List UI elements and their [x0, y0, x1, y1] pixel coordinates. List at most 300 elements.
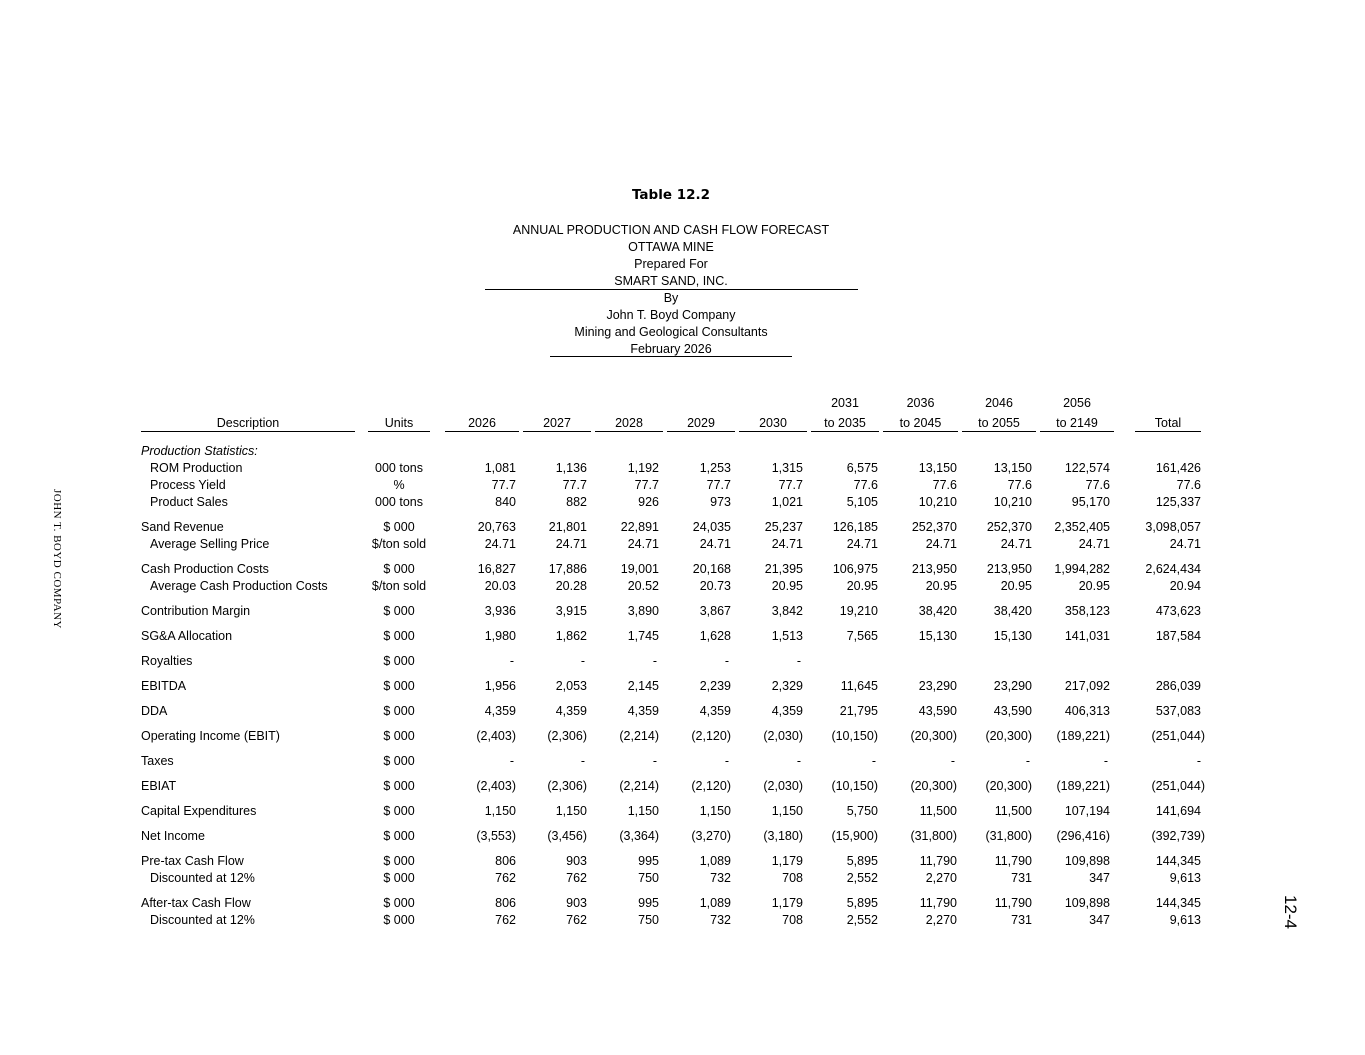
cell-value: 19,001 — [620, 562, 659, 576]
cell-value: 7,565 — [846, 629, 878, 643]
year-header-underline — [883, 431, 958, 432]
row-units: $ 000 — [383, 604, 415, 618]
row-label: Discounted at 12% — [150, 913, 255, 927]
side-company-label: JOHN T. BOYD COMPANY — [51, 489, 63, 629]
cell-value: 20.95 — [771, 579, 803, 593]
table-row — [0, 561, 1365, 577]
cell-value: (2,120) — [691, 729, 731, 743]
table-row — [0, 519, 1365, 535]
cell-value: 2,270 — [925, 913, 957, 927]
cell-value: 11,500 — [994, 804, 1032, 818]
cell-value: (3,180) — [763, 829, 803, 843]
year-header-underline — [811, 431, 879, 432]
cell-value: (3,270) — [691, 829, 731, 843]
total-value: 286,039 — [1155, 679, 1201, 693]
cell-value: (2,120) — [691, 779, 731, 793]
report-date: February 2026 — [630, 342, 712, 356]
cell-value: 1,192 — [627, 461, 659, 475]
cell-value: 2,352,405 — [1054, 520, 1110, 534]
row-units: $ 000 — [383, 729, 415, 743]
cell-value: 3,936 — [484, 604, 516, 618]
cell-value: 731 — [1011, 871, 1032, 885]
cell-value: (3,553) — [476, 829, 516, 843]
cell-value: 903 — [566, 896, 587, 910]
cell-value: 24.71 — [925, 537, 957, 551]
cell-value: - — [724, 654, 729, 668]
row-label: Net Income — [141, 829, 205, 843]
cell-value: 19,210 — [839, 604, 878, 618]
cell-value: 1,956 — [484, 679, 516, 693]
cell-value: 2,239 — [699, 679, 731, 693]
table-row — [0, 443, 1365, 459]
cell-value: 20.73 — [699, 579, 731, 593]
total-value: 9,613 — [1169, 913, 1201, 927]
cell-value: 4,359 — [771, 704, 803, 718]
mine-name: OTTAWA MINE — [628, 240, 714, 254]
prepared-for-label: Prepared For — [634, 257, 708, 271]
cell-value: 16,827 — [477, 562, 516, 576]
cell-value: (15,900) — [831, 829, 878, 843]
cell-value: (2,403) — [476, 729, 516, 743]
cell-value: (3,456) — [547, 829, 587, 843]
cell-value: 95,170 — [1071, 495, 1110, 509]
cell-value: 15,130 — [993, 629, 1032, 643]
cell-value: 406,313 — [1064, 704, 1110, 718]
cell-value: 2,552 — [846, 871, 878, 885]
table-row — [0, 803, 1365, 819]
total-value: (392,739) — [1151, 829, 1205, 843]
cell-value: 995 — [638, 854, 659, 868]
table-row — [0, 494, 1365, 510]
cell-value: 217,092 — [1064, 679, 1110, 693]
cell-value: 252,370 — [911, 520, 957, 534]
total-value: 20.94 — [1169, 579, 1201, 593]
table-row — [0, 628, 1365, 644]
cell-value: 2,270 — [925, 871, 957, 885]
cell-value: 1,150 — [771, 804, 803, 818]
cell-value: 43,590 — [993, 704, 1032, 718]
cell-value: 20.52 — [627, 579, 659, 593]
row-units: $ 000 — [383, 871, 415, 885]
cell-value: - — [796, 754, 801, 768]
row-units: 000 tons — [375, 495, 423, 509]
cell-value: 77.6 — [853, 478, 878, 492]
cell-value: 926 — [638, 495, 659, 509]
cell-value: (3,364) — [619, 829, 659, 843]
cell-value: 1,628 — [699, 629, 731, 643]
row-label: Average Cash Production Costs — [150, 579, 328, 593]
cell-value: 24.71 — [555, 537, 587, 551]
cell-value: 107,194 — [1064, 804, 1110, 818]
table-row — [0, 870, 1365, 886]
cell-value: (189,221) — [1056, 729, 1110, 743]
row-label: Production Statistics: — [141, 444, 258, 458]
row-units: $ 000 — [383, 854, 415, 868]
cell-value: 806 — [495, 896, 516, 910]
row-units: $ 000 — [383, 804, 415, 818]
units-header-underline — [368, 431, 430, 432]
row-label: After-tax Cash Flow — [141, 896, 251, 910]
total-value: 141,694 — [1155, 804, 1201, 818]
cell-value: 23,290 — [918, 679, 957, 693]
cell-value: - — [580, 754, 585, 768]
table-row — [0, 778, 1365, 794]
cell-value: 1,150 — [699, 804, 731, 818]
table-row — [0, 828, 1365, 844]
cell-value: 1,513 — [771, 629, 803, 643]
cell-value: 24.71 — [699, 537, 731, 551]
cell-value: 3,915 — [555, 604, 587, 618]
consultant-name: John T. Boyd Company — [606, 308, 736, 322]
date-underline — [550, 356, 792, 357]
cell-value: 106,975 — [832, 562, 878, 576]
table-row — [0, 678, 1365, 694]
cell-value: 358,123 — [1064, 604, 1110, 618]
cell-value: 77.7 — [778, 478, 803, 492]
client-underline — [485, 289, 858, 290]
cell-value: - — [509, 654, 514, 668]
cell-value: 1,315 — [771, 461, 803, 475]
cell-value: 4,359 — [555, 704, 587, 718]
description-header-underline — [141, 431, 355, 432]
cell-value: (2,306) — [547, 729, 587, 743]
table-row — [0, 603, 1365, 619]
cell-value: 1,745 — [627, 629, 659, 643]
cell-value: 21,395 — [764, 562, 803, 576]
total-value: - — [1196, 754, 1201, 768]
table-title: Table 12.2 — [631, 187, 711, 203]
column-header-year-top: 2036 — [906, 396, 935, 410]
cell-value: 213,950 — [911, 562, 957, 576]
cell-value: 77.6 — [932, 478, 957, 492]
cell-value: 708 — [782, 913, 803, 927]
row-label: Product Sales — [150, 495, 228, 509]
table-row — [0, 477, 1365, 493]
column-header-year: to 2035 — [824, 416, 866, 430]
consultant-description: Mining and Geological Consultants — [574, 325, 768, 339]
cell-value: 20.95 — [846, 579, 878, 593]
row-label: EBITDA — [141, 679, 187, 693]
report-heading: ANNUAL PRODUCTION AND CASH FLOW FORECAST — [512, 223, 830, 237]
cell-value: - — [950, 754, 955, 768]
column-header-year-top: 2056 — [1063, 396, 1091, 410]
row-units: $ 000 — [383, 704, 415, 718]
cell-value: (10,150) — [831, 729, 878, 743]
total-value: 77.6 — [1176, 478, 1201, 492]
year-header-underline — [962, 431, 1036, 432]
cell-value: 750 — [638, 913, 659, 927]
cell-value: 1,179 — [771, 854, 803, 868]
cell-value: 973 — [710, 495, 731, 509]
cell-value: 20.95 — [1000, 579, 1032, 593]
cell-value: 20.03 — [484, 579, 516, 593]
cell-value: 11,790 — [994, 854, 1032, 868]
cell-value: 24.71 — [846, 537, 878, 551]
column-header-year: 2030 — [759, 416, 787, 430]
row-units: $ 000 — [383, 562, 415, 576]
row-units: $ 000 — [383, 754, 415, 768]
row-label: DDA — [141, 704, 168, 718]
total-value: 537,083 — [1155, 704, 1201, 718]
row-label: Capital Expenditures — [141, 804, 257, 818]
total-value: (251,044) — [1151, 779, 1205, 793]
cell-value: 38,420 — [993, 604, 1032, 618]
total-value: 3,098,057 — [1145, 520, 1201, 534]
cell-value: 347 — [1089, 871, 1110, 885]
year-header-underline — [595, 431, 663, 432]
cell-value: 20.95 — [925, 579, 957, 593]
total-value: 2,624,434 — [1145, 562, 1201, 576]
cell-value: 806 — [495, 854, 516, 868]
cell-value: 43,590 — [918, 704, 957, 718]
year-header-underline — [1040, 431, 1114, 432]
row-label: EBIAT — [141, 779, 177, 793]
column-header-year: 2028 — [615, 416, 643, 430]
row-units: $/ton sold — [371, 537, 427, 551]
table-row — [0, 536, 1365, 552]
cell-value: 347 — [1089, 913, 1110, 927]
year-header-underline — [445, 431, 519, 432]
cell-value: - — [509, 754, 514, 768]
cell-value: 24,035 — [692, 520, 731, 534]
cell-value: 762 — [566, 913, 587, 927]
cell-value: 11,500 — [919, 804, 957, 818]
row-label: Royalties — [141, 654, 193, 668]
cell-value: 10,210 — [993, 495, 1032, 509]
cell-value: 1,136 — [555, 461, 587, 475]
cell-value: 4,359 — [699, 704, 731, 718]
cell-value: 17,886 — [548, 562, 587, 576]
by-label: By — [663, 291, 679, 305]
cell-value: (31,800) — [910, 829, 957, 843]
table-row — [0, 653, 1365, 669]
cell-value: (31,800) — [985, 829, 1032, 843]
cell-value: 20.28 — [555, 579, 587, 593]
cell-value: (20,300) — [910, 729, 957, 743]
row-label: SG&A Allocation — [141, 629, 233, 643]
table-row — [0, 753, 1365, 769]
cell-value: 4,359 — [484, 704, 516, 718]
page-number: 12-4 — [1281, 894, 1300, 930]
column-header-year: to 2055 — [978, 416, 1020, 430]
cell-value: - — [1025, 754, 1030, 768]
column-header-year-top: 2046 — [985, 396, 1013, 410]
cell-value: 3,867 — [699, 604, 731, 618]
year-header-underline — [523, 431, 591, 432]
cell-value: 840 — [495, 495, 516, 509]
cell-value: (20,300) — [985, 729, 1032, 743]
cell-value: 882 — [566, 495, 587, 509]
cell-value: 21,795 — [839, 704, 878, 718]
cell-value: - — [871, 754, 876, 768]
cell-value: 23,290 — [993, 679, 1032, 693]
cell-value: 2,145 — [627, 679, 659, 693]
table-row — [0, 853, 1365, 869]
cell-value: 77.7 — [706, 478, 731, 492]
cell-value: 1,994,282 — [1054, 562, 1110, 576]
cell-value: 732 — [710, 913, 731, 927]
row-label: ROM Production — [150, 461, 243, 475]
cell-value: 2,329 — [771, 679, 803, 693]
cell-value: 1,150 — [555, 804, 587, 818]
table-row — [0, 460, 1365, 476]
row-label: Average Selling Price — [150, 537, 270, 551]
cell-value: 24.71 — [1000, 537, 1032, 551]
row-units: $ 000 — [383, 779, 415, 793]
row-label: Cash Production Costs — [141, 562, 269, 576]
cell-value: 3,890 — [627, 604, 659, 618]
cell-value: 995 — [638, 896, 659, 910]
total-value: 144,345 — [1155, 854, 1201, 868]
cell-value: 77.6 — [1085, 478, 1110, 492]
cell-value: 1,862 — [555, 629, 587, 643]
cell-value: - — [1103, 754, 1108, 768]
cell-value: 25,237 — [764, 520, 803, 534]
cell-value: 122,574 — [1064, 461, 1110, 475]
cell-value: 15,130 — [918, 629, 957, 643]
client-name: SMART SAND, INC. — [614, 274, 728, 288]
cell-value: (20,300) — [985, 779, 1032, 793]
row-label: Contribution Margin — [141, 604, 251, 618]
column-header-year: 2026 — [468, 416, 496, 430]
cell-value: 2,552 — [846, 913, 878, 927]
total-value: 187,584 — [1155, 629, 1201, 643]
cell-value: (2,403) — [476, 779, 516, 793]
cell-value: 252,370 — [986, 520, 1032, 534]
cell-value: 77.6 — [1007, 478, 1032, 492]
row-label: Process Yield — [150, 478, 226, 492]
cell-value: 24.71 — [484, 537, 516, 551]
table-row — [0, 728, 1365, 744]
cell-value: 1,150 — [484, 804, 516, 818]
column-header-year: 2029 — [687, 416, 715, 430]
cell-value: 1,081 — [484, 461, 516, 475]
cell-value: - — [580, 654, 585, 668]
cell-value: 750 — [638, 871, 659, 885]
cell-value: (296,416) — [1056, 829, 1110, 843]
cell-value: - — [724, 754, 729, 768]
cell-value: 762 — [566, 871, 587, 885]
column-header-year-top: 2031 — [831, 396, 859, 410]
row-label: Sand Revenue — [141, 520, 224, 534]
total-value: 161,426 — [1155, 461, 1201, 475]
total-value: 9,613 — [1169, 871, 1201, 885]
cell-value: 77.7 — [562, 478, 587, 492]
cell-value: - — [652, 654, 657, 668]
row-units: $ 000 — [383, 896, 415, 910]
total-value: 125,337 — [1155, 495, 1201, 509]
cell-value: 11,790 — [994, 896, 1032, 910]
cell-value: 1,089 — [699, 896, 731, 910]
cell-value: 1,253 — [699, 461, 731, 475]
cell-value: 762 — [495, 871, 516, 885]
cell-value: 6,575 — [846, 461, 878, 475]
row-units: $ 000 — [383, 913, 415, 927]
cell-value: 213,950 — [986, 562, 1032, 576]
column-header-year: 2027 — [543, 416, 571, 430]
cell-value: 1,021 — [771, 495, 803, 509]
cell-value: 109,898 — [1064, 896, 1110, 910]
cell-value: (189,221) — [1056, 779, 1110, 793]
cell-value: 762 — [495, 913, 516, 927]
cell-value: 20,763 — [477, 520, 516, 534]
cell-value: 5,895 — [846, 896, 878, 910]
total-value: (251,044) — [1151, 729, 1205, 743]
cell-value: 13,150 — [993, 461, 1032, 475]
cell-value: 903 — [566, 854, 587, 868]
cell-value: 11,645 — [840, 679, 878, 693]
cell-value: 708 — [782, 871, 803, 885]
row-label: Taxes — [141, 754, 174, 768]
cell-value: (2,306) — [547, 779, 587, 793]
cell-value: (2,030) — [763, 729, 803, 743]
total-value: 24.71 — [1169, 537, 1201, 551]
column-header-total: Total — [1154, 416, 1182, 430]
year-header-underline — [739, 431, 807, 432]
cell-value: (2,214) — [619, 729, 659, 743]
cell-value: 11,790 — [919, 854, 957, 868]
row-units: $/ton sold — [371, 579, 427, 593]
cell-value: 1,150 — [627, 804, 659, 818]
cell-value: (2,214) — [619, 779, 659, 793]
table-row — [0, 895, 1365, 911]
cell-value: 4,359 — [627, 704, 659, 718]
cell-value: 1,089 — [699, 854, 731, 868]
row-units: 000 tons — [375, 461, 423, 475]
cell-value: 731 — [1011, 913, 1032, 927]
cell-value: 10,210 — [918, 495, 957, 509]
year-header-underline — [667, 431, 735, 432]
column-header-year: to 2045 — [899, 416, 942, 430]
total-header-underline — [1135, 431, 1201, 432]
row-units: $ 000 — [383, 829, 415, 843]
cell-value: 5,750 — [846, 804, 878, 818]
row-units: $ 000 — [383, 629, 415, 643]
row-units: $ 000 — [383, 520, 415, 534]
cell-value: 141,031 — [1064, 629, 1110, 643]
cell-value: 20.95 — [1078, 579, 1110, 593]
total-value: 473,623 — [1155, 604, 1201, 618]
cell-value: (20,300) — [910, 779, 957, 793]
cell-value: (2,030) — [763, 779, 803, 793]
table-row — [0, 912, 1365, 928]
cell-value: 5,105 — [846, 495, 878, 509]
cell-value: 2,053 — [555, 679, 587, 693]
cell-value: 21,801 — [548, 520, 587, 534]
cell-value: 20,168 — [692, 562, 731, 576]
column-header-units: Units — [384, 416, 414, 430]
cell-value: 3,842 — [771, 604, 803, 618]
column-header-description: Description — [216, 416, 280, 430]
cell-value: - — [652, 754, 657, 768]
cell-value: (10,150) — [831, 779, 878, 793]
cell-value: 38,420 — [918, 604, 957, 618]
row-label: Discounted at 12% — [150, 871, 255, 885]
cell-value: 77.7 — [634, 478, 659, 492]
cell-value: 22,891 — [620, 520, 659, 534]
cell-value: 5,895 — [846, 854, 878, 868]
row-units: % — [393, 478, 405, 492]
cell-value: 77.7 — [491, 478, 516, 492]
row-units: $ 000 — [383, 654, 415, 668]
total-value: 144,345 — [1155, 896, 1201, 910]
cell-value: 24.71 — [1078, 537, 1110, 551]
table-row — [0, 703, 1365, 719]
cell-value: 126,185 — [832, 520, 878, 534]
cell-value: 13,150 — [918, 461, 957, 475]
cell-value: 732 — [710, 871, 731, 885]
cell-value: 1,980 — [484, 629, 516, 643]
